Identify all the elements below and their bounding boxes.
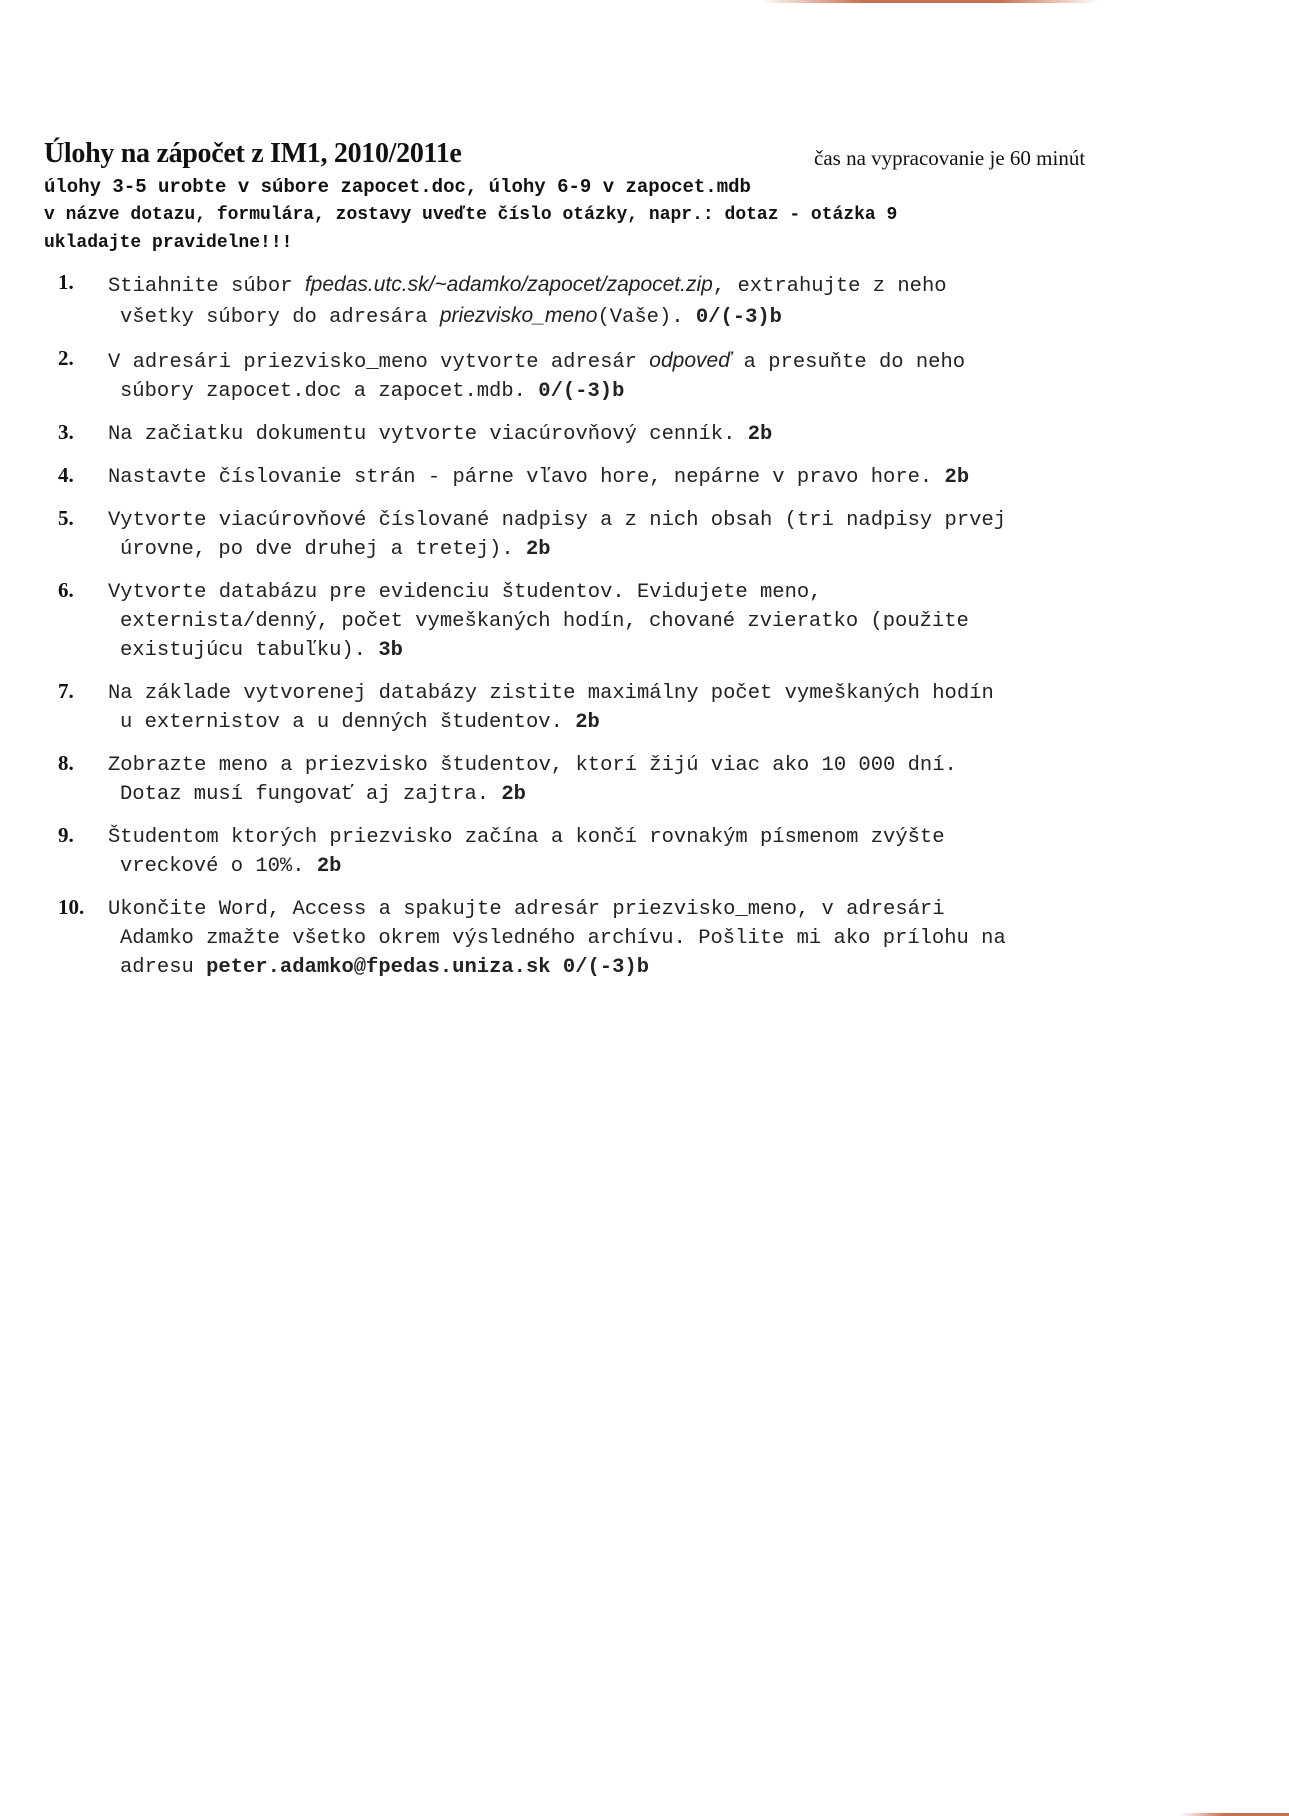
page-title: Úlohy na zápočet z IM1, 2010/2011e — [44, 138, 462, 169]
task-text-segment: Študentom ktorých priezvisko začína a končí rovnakým písmenom zvýšte — [108, 826, 945, 849]
task-number: 1. — [58, 270, 74, 294]
task-number: 7. — [58, 679, 74, 703]
task-number: 6. — [58, 578, 74, 602]
task-item — [58, 751, 1258, 809]
task-text — [108, 270, 1258, 332]
task-text-segment: Dotaz musí fungovať aj zajtra. — [120, 783, 502, 806]
task-number: 9. — [58, 823, 74, 847]
task-points: 2b — [944, 466, 970, 489]
task-text — [108, 463, 1258, 492]
task-points: 2b — [747, 423, 773, 446]
scan-edge-mark — [760, 0, 1100, 3]
task-text-segment: všetky súbory do adresára — [120, 306, 440, 329]
task-number: 8. — [58, 751, 74, 775]
download-url: fpedas.utc.sk/~adamko/zapocet/zapocet.zip — [304, 273, 713, 296]
task-text — [108, 895, 1258, 982]
task-item — [58, 679, 1258, 737]
task-text-segment: súbory zapocet.doc a zapocet.mdb. — [120, 380, 539, 403]
task-text-segment: Vytvorte databázu pre evidenciu študentov. Evidujete meno, — [108, 581, 822, 604]
instruction-line: v názve dotazu, formulára, zostavy uveďte číslo otázky, napr.: dotaz - otázka 9 — [44, 205, 898, 225]
task-text-segment: Zobrazte meno a priezvisko študentov, ktorí žijú viac ako 10 000 dní. — [108, 754, 957, 777]
task-item — [58, 346, 1258, 406]
task-text-segment: adresu — [120, 956, 207, 979]
task-text — [108, 679, 1258, 737]
task-text-segment: u externistov a u denných študentov. — [120, 711, 576, 734]
task-text — [108, 751, 1258, 809]
task-item — [58, 578, 1258, 665]
task-text-segment: úrovne, po dve druhej a tretej). — [120, 538, 526, 561]
task-text-segment: Na základe vytvorenej databázy zistite maximálny počet vymeškaných hodín — [108, 682, 994, 705]
task-text — [108, 823, 1258, 881]
task-text — [108, 346, 1258, 406]
task-text-segment: , extrahujte z neho — [712, 275, 947, 298]
task-text-segment: Nastavte číslovanie strán - párne vľavo hore, nepárne v pravo hore. — [108, 466, 945, 489]
task-number: 2. — [58, 346, 74, 370]
email-address: peter.adamko@fpedas.uniza.sk — [206, 956, 551, 979]
task-text-segment: Ukončite Word, Access a spakujte adresár priezvisko_meno, v adresári — [108, 898, 945, 921]
task-text-segment: Adamko zmažte všetko okrem výsledného archívu. Pošlite mi ako prílohu na — [120, 927, 1006, 950]
task-text — [108, 420, 1258, 449]
task-points: 0/(-3)b — [695, 306, 782, 329]
task-item — [58, 895, 1258, 982]
task-points: 2b — [575, 711, 600, 734]
task-item — [58, 506, 1258, 564]
time-note: čas na vypracovanie je 60 minút — [814, 146, 1086, 170]
task-text-segment: Stiahnite súbor — [108, 275, 305, 298]
task-points: 2b — [316, 855, 342, 878]
task-text-segment: V adresári priezvisko_meno vytvorte adresár — [108, 351, 650, 374]
task-item — [58, 463, 1258, 492]
task-text-segment: Na začiatku dokumentu vytvorte viacúrovňový cenník. — [108, 423, 748, 446]
instruction-line: úlohy 3-5 urobte v súbore zapocet.doc, úlohy 6-9 v zapocet.mdb — [44, 176, 751, 198]
task-text-segment: a presuňte do neho — [731, 351, 966, 374]
task-points: 2b — [525, 538, 551, 561]
task-text-segment: Vytvorte viacúrovňové číslované nadpisy a z nich obsah (tri nadpisy prvej — [108, 509, 1007, 532]
task-list — [58, 270, 1258, 996]
task-points: 0/(-3)b — [538, 380, 625, 403]
task-item — [58, 823, 1258, 881]
task-item — [58, 420, 1258, 449]
task-text — [108, 506, 1258, 564]
folder-name: odpoveď — [649, 349, 732, 372]
task-text-segment: externista/denný, počet vymeškaných hodín, chované zvieratko (použite — [120, 610, 969, 633]
task-text-segment: existujúcu tabuľku). — [120, 639, 379, 662]
header — [44, 138, 1244, 178]
task-points: 3b — [378, 639, 403, 662]
task-points: 0/(-3)b — [562, 956, 650, 979]
task-points: 2b — [501, 783, 526, 806]
task-item — [58, 270, 1258, 332]
task-text — [108, 578, 1258, 665]
instruction-line: ukladajte pravidelne!!! — [44, 233, 293, 253]
task-text-segment: (Vaše). — [597, 306, 696, 329]
task-number: 5. — [58, 506, 74, 530]
task-number: 3. — [58, 420, 74, 444]
task-number: 4. — [58, 463, 74, 487]
task-text-segment: vreckové o 10%. — [120, 855, 317, 878]
folder-name: priezvisko_meno — [439, 304, 598, 327]
task-number: 10. — [58, 895, 85, 919]
